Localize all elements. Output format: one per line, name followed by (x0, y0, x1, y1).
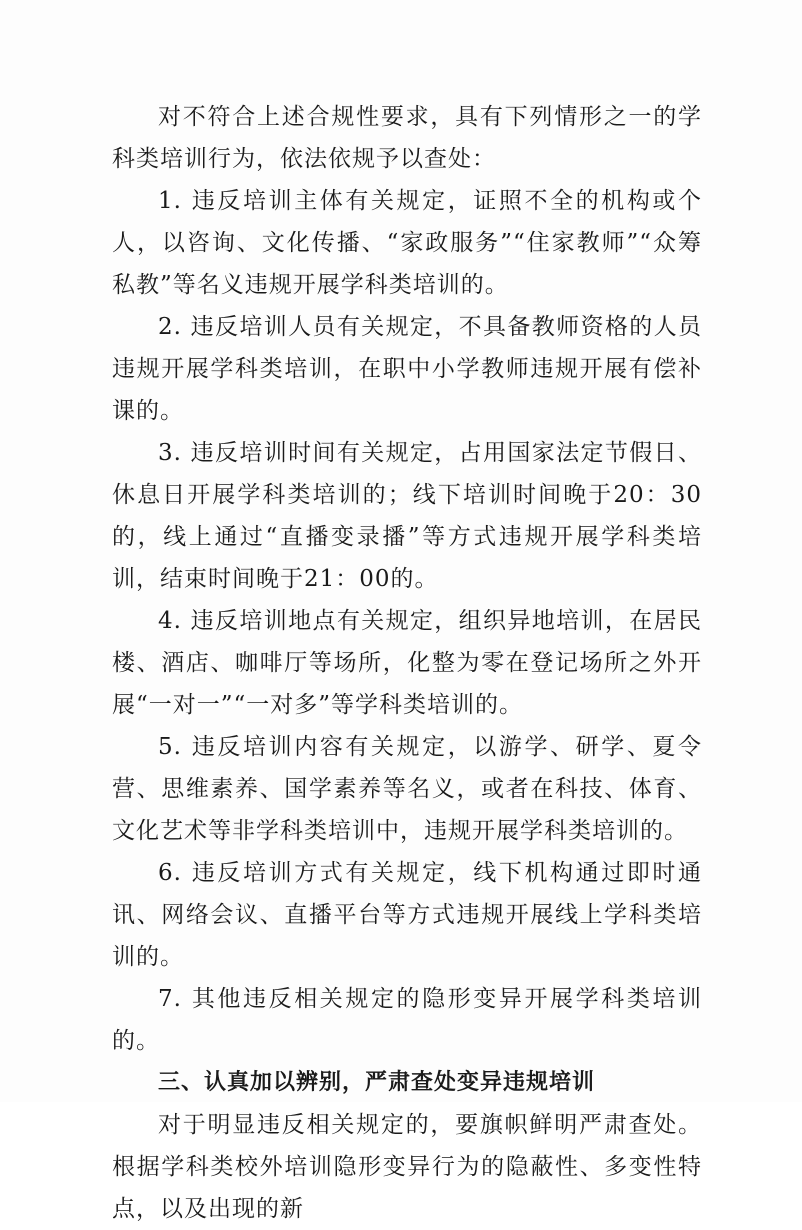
list-item-3: 3. 违反培训时间有关规定，占用国家法定节假日、休息日开展学科类培训的；线下培训时间晚于20：30的，线上通过“直播变录播”等方式违规开展学科类培训，结束时间晚于21：00的。 (112, 440, 702, 592)
list-item-6: 6. 违反培训方式有关规定，线下机构通过即时通讯、网络会议、直播平台等方式违规开展线上学科类培训的。 (112, 860, 702, 970)
list-item-5: 5. 违反培训内容有关规定，以游学、研学、夏令营、思维素养、国学素养等名义，或者在科技、体育、文化艺术等非学科类培训中，违规开展学科类培训的。 (112, 734, 702, 844)
list-item-1: 1. 违反培训主体有关规定，证照不全的机构或个人，以咨询、文化传播、“家政服务”“住家教师”“众筹私教”等名义违规开展学科类培训的。 (112, 188, 702, 298)
intro-paragraph: 对不符合上述合规性要求，具有下列情形之一的学科类培训行为，依法依规予以查处： (112, 104, 702, 172)
list-item-2: 2. 违反培训人员有关规定，不具备教师资格的人员违规开展学科类培训，在职中小学教师违规开展有偿补课的。 (112, 314, 702, 424)
section-heading: 三、认真加以辨别，严肃查处变异违规培训 (158, 1070, 596, 1095)
final-paragraph: 对于明显违反相关规定的，要旗帜鲜明严肃查处。根据学科类校外培训隐形变异行为的隐蔽性、多变性特点，以及出现的新 (112, 1112, 702, 1222)
document-body (112, 96, 702, 1230)
list-item-7: 7. 其他违反相关规定的隐形变异开展学科类培训的。 (112, 986, 702, 1054)
list-item-4: 4. 违反培训地点有关规定，组织异地培训，在居民楼、酒店、咖啡厅等场所，化整为零在登记场所之外开展“一对一”“一对多”等学科类培训的。 (112, 608, 702, 718)
